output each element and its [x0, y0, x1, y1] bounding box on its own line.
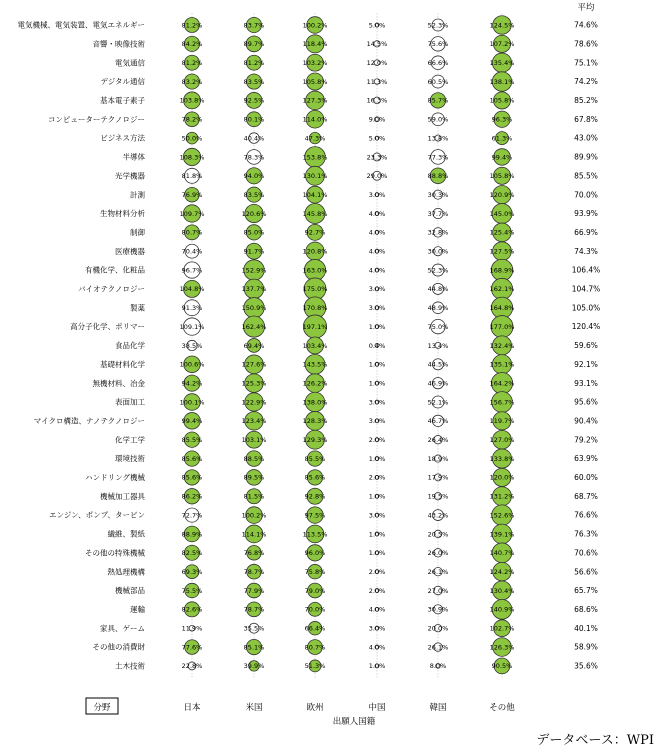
field-label: 家具、ゲーム [100, 623, 145, 633]
bubble-label: 1.0% [368, 322, 386, 331]
bubble-label: 35.5% [243, 624, 265, 633]
bubble-label: 23.3% [366, 153, 388, 162]
field-label: ハンドリング機械 [85, 473, 145, 482]
bubble-label: 175.0% [302, 285, 328, 294]
bubble-label: 104.8% [179, 285, 205, 294]
bubble-label: 138.1% [489, 77, 515, 86]
bubble-label: 40.4% [243, 134, 265, 143]
bubble-label: 75.0% [427, 322, 449, 331]
field-label: 電気通信 [115, 58, 145, 68]
bubble-label: 2.0% [368, 436, 386, 444]
average-value: 67.8% [574, 114, 598, 124]
average-value: 93.1% [574, 378, 598, 388]
bubble-label: 76.9% [181, 190, 203, 199]
bubble-label: 128.3% [302, 417, 328, 426]
bubble-label: 88.5% [243, 454, 265, 463]
bubble-label: 78.7% [243, 567, 265, 576]
bubble-label: 78.7% [243, 605, 265, 614]
bubble-label: 197.1% [302, 322, 328, 331]
bubble-label: 27.0% [427, 586, 449, 595]
bubble-label: 85.0% [243, 228, 265, 237]
bubble-label: 140.7% [489, 549, 515, 558]
average-value: 92.1% [574, 359, 598, 369]
bubble-label: 162.1% [489, 285, 515, 294]
average-value: 76.3% [574, 529, 598, 539]
bubble-label: 20.5% [427, 530, 449, 539]
bubble-label: 51.3% [304, 662, 326, 671]
average-value: 40.1% [574, 623, 598, 633]
bubble-label: 143.5% [302, 360, 328, 369]
bubble-label: 13.8% [427, 134, 449, 143]
bubble-label: 3.0% [368, 285, 386, 294]
bubble-label: 1.0% [368, 379, 386, 388]
bubble-label: 70.0% [304, 605, 326, 614]
average-value: 89.9% [574, 152, 598, 162]
bubble-label: 124.5% [489, 21, 515, 30]
field-label: 機械加工器具 [100, 491, 145, 501]
bubble-label: 3.0% [368, 624, 386, 633]
bubble-label: 82.5% [181, 549, 203, 558]
bubble-label: 156.7% [489, 398, 515, 407]
average-value: 63.9% [574, 454, 598, 464]
bubble-label: 163.0% [302, 266, 328, 275]
bubble-label: 85.6% [181, 473, 203, 482]
bubble-label: 81.8% [181, 172, 203, 181]
column-label: 中国 [368, 703, 386, 713]
bubble-label: 12.0% [366, 59, 388, 67]
bubble-label: 14.5% [366, 40, 388, 49]
bubble-label: 164.8% [489, 304, 515, 313]
bubble-label: 83.2% [181, 77, 203, 86]
bubble-label: 81.5% [243, 492, 265, 501]
average-value: 75.1% [574, 58, 598, 68]
bubble-label: 135.4% [489, 59, 515, 67]
bubble-label: 26.1% [427, 643, 449, 652]
average-value: 85.2% [574, 96, 598, 105]
bubble-label: 46.9% [427, 379, 449, 388]
bubble-label: 94.0% [243, 172, 265, 181]
bubble-label: 77.9% [243, 586, 265, 595]
bubble-label: 32.8% [427, 228, 449, 237]
column-label: 韓国 [429, 703, 447, 713]
bubble-label: 18.9% [427, 454, 449, 463]
average-value: 104.7% [571, 284, 601, 294]
bubble-label: 85.5% [304, 454, 326, 463]
bubble-label: 105.8% [489, 172, 515, 181]
bubble-label: 177.0% [489, 322, 515, 331]
bubble-label: 139.1% [489, 530, 515, 539]
bubble-label: 81.2% [181, 21, 203, 30]
bubble-label: 120.9% [489, 190, 515, 199]
bubble-label: 0.4% [368, 341, 386, 350]
field-label: 有機化学、化粧品 [85, 265, 145, 275]
y-axis-label: 分野 [93, 703, 111, 713]
bubble-label: 69.4% [243, 341, 265, 350]
average-value: 68.7% [574, 491, 598, 501]
average-value: 70.6% [574, 548, 598, 558]
bubble-label: 120.8% [302, 247, 328, 256]
bubble-label: 75.5% [181, 586, 203, 595]
bubble-label: 86.2% [181, 492, 203, 501]
bubble-label: 75.8% [304, 567, 326, 576]
bubble-label: 140.9% [489, 605, 515, 614]
bubble-label: 2.0% [368, 473, 386, 482]
bubble-label: 78.2% [181, 115, 203, 124]
bubble-label: 60.5% [427, 77, 449, 86]
bubble-label: 152.6% [489, 511, 515, 520]
field-label: 生物材料分析 [100, 209, 145, 219]
column-label: 日本 [183, 703, 201, 713]
bubble-label: 114.0% [302, 115, 328, 124]
average-value: 79.2% [574, 435, 598, 445]
field-label: 熱処理機構 [107, 567, 145, 577]
bubble-label: 52.1% [427, 398, 449, 407]
bubble-label: 3.0% [368, 417, 386, 426]
field-label: その他の特殊機械 [85, 548, 145, 558]
bubble-label: 11.9% [181, 624, 203, 633]
bubble-label: 85.5% [181, 436, 203, 444]
source-note: データベース：WPI [536, 733, 654, 748]
bubble-label: 5.0% [368, 134, 386, 143]
bubble-label: 100.2% [302, 21, 328, 30]
bubble-label: 76.8% [243, 549, 265, 558]
bubble-label: 88.9% [181, 530, 203, 539]
bubble-label: 120.0% [489, 473, 515, 482]
average-value: 95.6% [574, 397, 598, 407]
bubble-label: 91.3% [181, 304, 203, 313]
bubble-label: 83.5% [243, 77, 265, 86]
bubble-label: 3.0% [368, 190, 386, 199]
bubble-label: 97.5% [304, 511, 326, 520]
bubble-label: 130.1% [302, 172, 328, 181]
bubble-label: 123.4% [241, 417, 267, 426]
bubble-label: 122.9% [241, 398, 267, 407]
bubble-label: 138.0% [302, 398, 328, 407]
field-label: 計測 [130, 190, 145, 200]
field-label: 基本電子素子 [100, 96, 145, 105]
field-label: 半導体 [122, 152, 145, 162]
bubble-label: 80.1% [243, 115, 265, 124]
bubble-label: 103.2% [302, 59, 328, 67]
average-values [572, 21, 601, 671]
average-value: 59.6% [574, 341, 598, 351]
bubble-label: 92.7% [304, 228, 326, 237]
field-label: 基礎材料化学 [100, 359, 145, 369]
bubble-label: 127.3% [302, 96, 328, 105]
bubble-label: 77.3% [427, 153, 449, 162]
bubble-label: 130.4% [489, 586, 515, 595]
bubble-label: 84.2% [181, 40, 203, 49]
average-value: 90.4% [574, 416, 598, 426]
bubble-label: 103.1% [241, 436, 267, 444]
bubble-label: 66.6% [427, 59, 449, 67]
bubble-label: 78.3% [243, 153, 265, 162]
bubble-label: 3.0% [368, 304, 386, 313]
bubble-label: 3.0% [368, 511, 386, 520]
bubble-label: 39.9% [243, 662, 265, 671]
field-label: 表面加工 [115, 397, 145, 407]
bubble-label: 96.3% [491, 115, 513, 124]
bubble-label: 108.3% [179, 153, 205, 162]
bubble-label: 105.8% [302, 77, 328, 86]
bubble-label: 44.8% [427, 285, 449, 294]
bubble-label: 66.4% [304, 624, 326, 633]
bubble-label: 72.7% [181, 511, 203, 520]
average-value: 68.6% [574, 604, 598, 614]
bubble-label: 17.9% [427, 473, 449, 482]
bubble-label: 70.4% [181, 247, 203, 256]
bubble-label: 100.1% [179, 398, 205, 407]
bubble-label: 30.3% [427, 190, 449, 199]
bubble-label: 96.7% [181, 266, 203, 275]
bubble-label: 4.0% [368, 605, 386, 614]
bubble-label: 80.7% [304, 643, 326, 652]
average-value: 106.4% [571, 265, 601, 275]
bubble-label: 80.7% [181, 228, 203, 237]
bubble-label: 105.8% [489, 96, 515, 105]
bubble-label: 170.8% [302, 304, 328, 313]
bubble-label: 29.0% [366, 172, 388, 181]
bubble-label: 50.0% [181, 134, 203, 143]
field-label: 電気機械、電気装置、電気エネルギー [17, 20, 145, 30]
average-value: 65.7% [574, 586, 598, 596]
bubble-label: 19.5% [427, 492, 449, 501]
bubble-label: 125.4% [489, 228, 515, 237]
field-label: 音響・映像技術 [92, 39, 145, 49]
bubble-label: 9.0% [368, 115, 386, 124]
bubble-label: 164.2% [489, 379, 515, 388]
bubble-label: 48.9% [427, 304, 449, 313]
field-label: 環境技術 [115, 454, 145, 464]
bubble-label: 107.2% [489, 40, 515, 49]
field-label: 製薬 [130, 303, 145, 313]
bubble-label: 69.3% [181, 567, 203, 576]
bubble-label: 5.0% [368, 21, 386, 30]
bubble-label: 4.0% [368, 247, 386, 256]
field-label: 食品化学 [115, 341, 145, 351]
field-label: 化学工学 [115, 435, 145, 445]
bubble-label: 52.3% [427, 21, 449, 30]
bubble-label: 16.3% [366, 96, 388, 105]
bubble-label: 83.7% [243, 21, 265, 30]
field-label: エンジン、ポンプ、タービン [49, 510, 145, 520]
average-value: 35.6% [574, 661, 598, 671]
bubble-label: 82.6% [181, 605, 203, 614]
bubble-label: 11.3% [366, 77, 388, 86]
field-label: 繊維、製紙 [107, 529, 145, 539]
field-label: バイオテクノロジー [78, 284, 145, 294]
bubble-label: 1.0% [368, 662, 386, 671]
bubble-label: 85.6% [304, 473, 326, 482]
bubble-label: 132.4% [489, 341, 515, 350]
bubble-label: 8.0% [429, 662, 447, 671]
bubble-label: 113.5% [302, 530, 328, 539]
bubble-label: 109.7% [179, 209, 205, 218]
bubble-label: 44.5% [427, 360, 449, 369]
field-label: 光学機器 [115, 171, 145, 181]
bubble-label: 162.4% [241, 322, 267, 331]
bubble-label: 81.2% [181, 59, 203, 67]
bubble-label: 85.1% [243, 643, 265, 652]
bubble-label: 26.1% [427, 567, 449, 576]
bubble-label: 92.8% [304, 492, 326, 501]
bubble-label: 119.7% [489, 417, 515, 426]
bubble-label: 92.5% [243, 96, 265, 105]
average-value: 74.6% [574, 20, 598, 30]
bubble-label: 137.7% [241, 285, 267, 294]
bubble-label: 152.9% [241, 266, 267, 275]
bubble-label: 145.8% [302, 209, 328, 218]
bubble-label: 30.0% [427, 247, 449, 256]
field-label: デジタル通信 [100, 77, 145, 87]
bubble-label: 89.7% [243, 40, 265, 49]
x-axis-label: 出願人国籍 [332, 717, 376, 727]
bubble-label: 126.2% [302, 379, 328, 388]
average-value: 74.2% [574, 77, 598, 87]
average-value: 78.6% [574, 39, 598, 49]
bubble-label: 91.7% [243, 247, 265, 256]
bubble-label: 59.0% [427, 115, 449, 124]
bubble-label: 61.3% [491, 134, 513, 143]
bubble-label: 1.0% [368, 454, 386, 463]
bubble-label: 1.0% [368, 360, 386, 369]
field-label: 機械部品 [115, 586, 145, 596]
bubble-label: 153.8% [302, 153, 328, 162]
bubble-label: 125.3% [241, 379, 267, 388]
field-label: 高分子化学、ポリマー [70, 322, 145, 332]
bubble-label: 131.2% [489, 492, 515, 501]
average-value: 66.9% [574, 227, 598, 237]
field-label: 土木技術 [115, 661, 145, 671]
bubble-label: 2.0% [368, 586, 386, 595]
column-label: 米国 [245, 703, 263, 713]
bubble-label: 99.4% [181, 417, 203, 426]
average-value: 56.6% [574, 567, 598, 577]
bubble-label: 4.0% [368, 266, 386, 275]
bubble-label: 1.0% [368, 530, 386, 539]
bubble-label: 30.9% [427, 605, 449, 614]
bubble-label: 126.3% [489, 643, 515, 652]
bubble-label: 13.4% [427, 341, 449, 350]
field-label: 制御 [130, 227, 145, 237]
bubble-label: 145.0% [489, 209, 515, 218]
bubble-label: 83.5% [243, 190, 265, 199]
bubble-label: 43.2% [427, 511, 449, 520]
bubble-label: 109.1% [179, 322, 205, 331]
average-header: 平均 [577, 3, 595, 13]
bubble-label: 94.2% [181, 379, 203, 388]
bubble-label: 3.0% [368, 398, 386, 407]
bubble-label: 150.9% [241, 304, 267, 313]
bubble-label: 120.6% [241, 209, 267, 218]
bubble-label: 100.6% [179, 360, 205, 369]
bubble-label: 4.0% [368, 643, 386, 652]
average-value: 43.0% [574, 133, 598, 143]
bubble-label: 104.1% [302, 190, 328, 199]
bubble-label: 85.7% [427, 96, 449, 105]
bubble-label: 168.9% [489, 266, 515, 275]
field-label: マイクロ構造、ナノテクノロジー [33, 416, 145, 426]
bubble-label: 79.0% [304, 586, 326, 595]
average-value: 93.9% [574, 209, 598, 219]
bubble-label: 103.8% [179, 96, 205, 105]
bubble-label: 47.3% [304, 134, 326, 143]
field-label: 無機材料、冶金 [92, 378, 145, 388]
bubble-label: 46.7% [427, 417, 449, 426]
average-value: 70.0% [574, 190, 598, 200]
bubble-label: 85.6% [181, 454, 203, 463]
bubble-label: 75.6% [427, 40, 449, 49]
bubble-label: 1.0% [368, 492, 386, 501]
bubble-label: 127.6% [241, 360, 267, 369]
field-label: その他の消費財 [92, 642, 145, 652]
bubble-label: 102.7% [489, 624, 515, 633]
average-value: 120.4% [571, 322, 601, 332]
bubble-label: 77.6% [181, 643, 203, 652]
bubble-label: 22.8% [181, 662, 203, 671]
bubble-label: 4.0% [368, 209, 386, 218]
average-value: 85.5% [574, 171, 598, 181]
bubble-label: 127.0% [489, 436, 515, 444]
bubble-label: 52.3% [427, 266, 449, 275]
average-value: 74.3% [574, 246, 598, 256]
bubble-label: 114.1% [241, 530, 267, 539]
field-label: コンピューターテクノロジー [47, 114, 145, 124]
bubble-label: 90.5% [491, 662, 513, 671]
bubble-label: 20.0% [427, 624, 449, 633]
bubble-label: 37.7% [427, 209, 449, 218]
bubble-label: 81.2% [243, 59, 265, 67]
bubble-label: 99.4% [491, 153, 513, 162]
average-value: 105.0% [571, 303, 601, 313]
bubble-label: 96.0% [304, 549, 326, 558]
bubble-label: 89.5% [243, 473, 265, 482]
average-value: 58.9% [574, 642, 598, 652]
bubble-label: 129.3% [302, 436, 328, 444]
bubble-label: 135.1% [489, 360, 515, 369]
bubble-label: 133.8% [489, 454, 515, 463]
bubble-label: 100.2% [241, 511, 267, 520]
average-value: 60.0% [574, 473, 598, 482]
bubble-label: 118.4% [302, 40, 328, 49]
bubble-label: 124.2% [489, 567, 515, 576]
average-value: 76.6% [574, 510, 598, 520]
bubble-label: 2.0% [368, 567, 386, 576]
field-label: ビジネス方法 [100, 133, 145, 143]
bubble-label: 127.5% [489, 247, 515, 256]
bubble-label: 88.8% [427, 172, 449, 181]
field-label: 医療機器 [115, 246, 145, 256]
bubble-label: 38.5% [181, 341, 203, 350]
column-label: その他 [489, 703, 515, 713]
bubble-label: 26.0% [427, 549, 449, 558]
bubble-label: 4.0% [368, 228, 386, 237]
column-label: 欧州 [306, 703, 324, 713]
bubble-label: 1.0% [368, 549, 386, 558]
bubble-label: 26.4% [427, 436, 449, 444]
field-label: 運輸 [130, 604, 145, 614]
bubble-label: 103.4% [302, 341, 328, 350]
